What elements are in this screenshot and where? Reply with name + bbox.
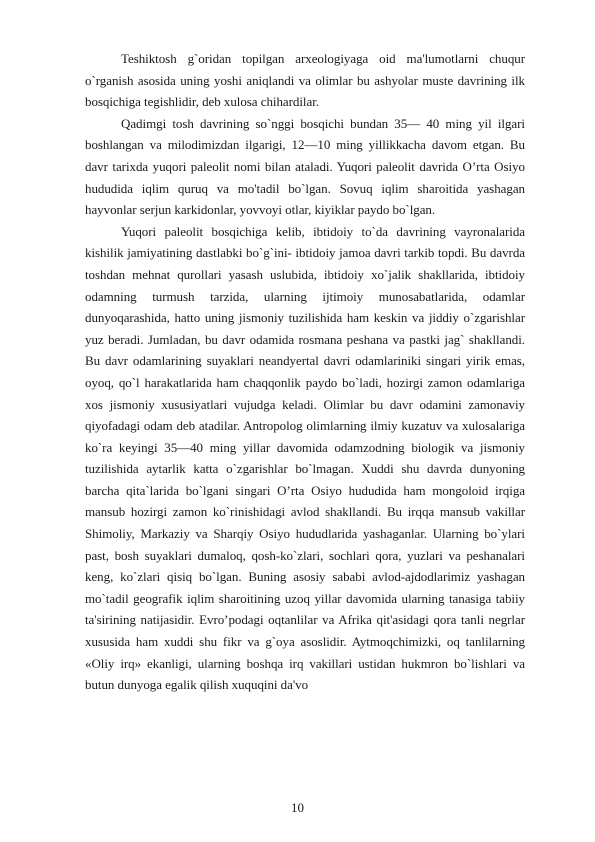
document-page <box>85 48 525 696</box>
paragraph-upper-paleolithic: Qadimgi tosh davrining so`nggi bosqichi bundan 35— 40 ming yil ilgari boshlangan va milodimizdan ilgarigi, 12—10 ming yillikkacha davom etgan. Bu davr tarixda yuqori paleolit nomi bilan ataladi. Yuqori paleolit davrida O’rta Osiyo hududida iqlim quruq va mo'tadil bo`lgan. Sovuq iqlim sharoitida yashagan hayvonlar serjun karkidonlar, yovvoyi otlar, kiyiklar paydo bo`lgan. <box>85 115 525 218</box>
paragraph-teshiktosh: Teshiktosh g`oridan topilgan arxeologiyaga oid ma'lumotlarni chuqur o`rganish asosida uning yoshi aniqlandi va olimlar bu ashyolar muste davrining ilk bosqichiga tegishlidir, deb xulosa chihardilar. <box>85 51 525 110</box>
page-number: 10 <box>291 800 304 815</box>
paragraph-primitive-community: Yuqori paleolit bosqichiga kelib, ibtidoiy to`da davrining vayronalarida kishilik jamiyatining dastlabki bo`g`ini- ibtidoiy jamoa davri tarkib topdi. Bu davrda toshdan mehnat qurollari yasash uslubida, ibtidoiy xo`jalik shakllarida, ibtidoiy odamning turmush tarzida, ularning ijtimoiy munosabatlarida, odamlar dunyoqarashida, hatto uning jismoniy tuzilishida ham keskin va jiddiy o`zgarishlar yuz beradi. Jumladan, bu davr odamida rosmana peshana va pastki jag` shakllandi. Bu davr odamlarining suyaklari neandyertal davri odamlariniki singari yirik emas, oyoq, qo`l harakatlarida ham chaqqonlik paydo bo`ladi, hozirgi zamon odamlariga xos jismoniy xususiyatlari vujudga keladi. Olimlar bu davr odamini zamonaviy qiyofadagi odam deb atadilar. Antropolog olimlarning ilmiy kuzatuv va xulosalariga ko`ra keyingi 35—40 ming yillar davomida odamzodning biologik va jismoniy tuzilishida aytarlik katta o`zgarishlar bo`lmagan. Xuddi shu davrda dunyoning barcha qita`larida bo`lgani singari O’rta Osiyo hududida ham mongoloid irqiga mansub hozirgi zamon ko`rinishidagi avlod shakllandi. Bu irqqa mansub vakillar Shimoliy, Markaziy va Sharqiy Osiyo hududlarida yashaganlar. Ularning bo`ylari past, bosh suyaklari dumaloq, qosh-ko`zlari, sochlari qora, yuzlari va peshanalari keng, ko`zlari qisiq bo`lgan. Buning asosiy sababi avlod-ajdodlarimiz yashagan mo`tadil geografik iqlim sharoitining uzoq yillar davomida ularning tanasiga tabiiy ta'sirining natijasidir. Evro’podagi oqtanlilar va Afrika qit'asidagi qora tanli negrlar xususida ham xuddi shu fikr va g`oya asoslidir. Aytmoqchimizki, oq tanlilarning «Oliy irq» ekanligi, ularning boshqa irq vakillari ustidan hukmron bo`lishlari va butun dunyoga egalik qilish xuquqini da'vo <box>85 223 525 693</box>
